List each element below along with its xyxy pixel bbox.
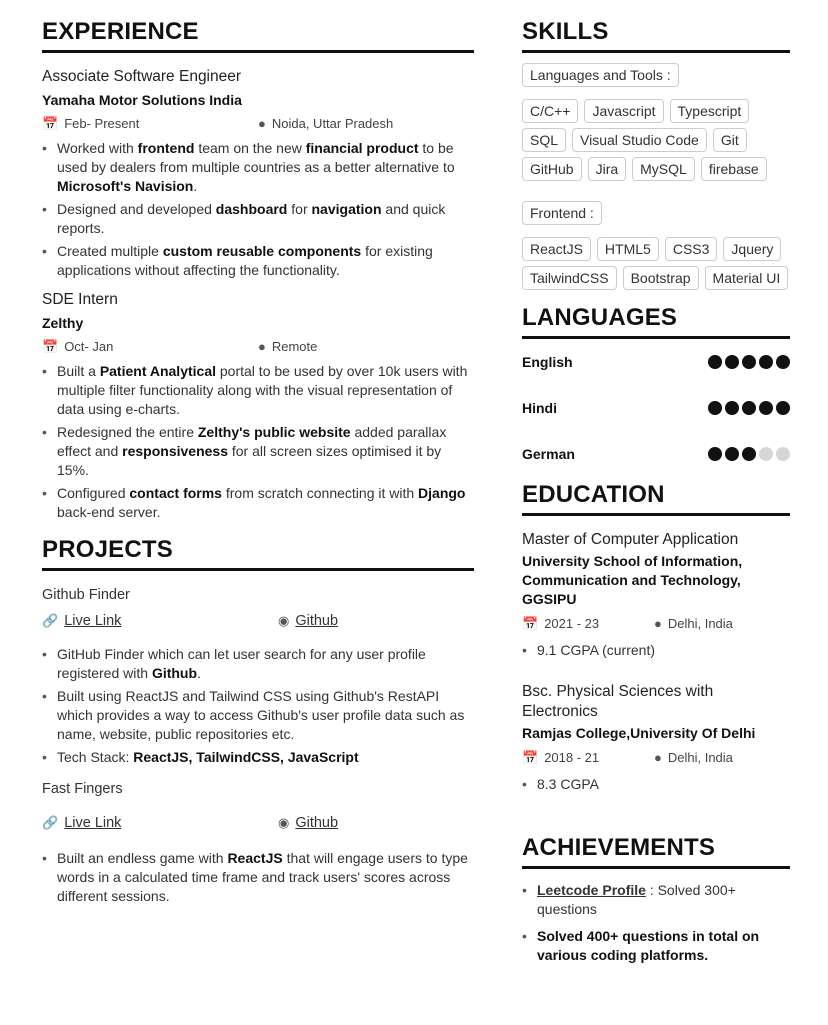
proficiency-dot-filled: [742, 401, 756, 415]
skill-tag: Typescript: [670, 99, 750, 123]
project-name: Github Finder: [42, 587, 130, 603]
skill-tag: ReactJS: [522, 237, 591, 261]
location-pin-icon: ●: [258, 339, 266, 354]
list-item: • Designed and developed dashboard for navigation and quick reports.: [42, 200, 474, 238]
education-entry: [522, 682, 790, 794]
job-company: Yamaha Motor Solutions India: [42, 92, 242, 108]
language-name: Hindi: [522, 400, 557, 416]
proficiency-dots: [708, 447, 790, 461]
proficiency-dots: [708, 355, 790, 369]
language-name: English: [522, 354, 573, 370]
skill-tag: SQL: [522, 128, 566, 152]
education-heading: EDUCATION: [522, 481, 790, 516]
github-link[interactable]: Github: [295, 815, 339, 831]
proficiency-dot-empty: [776, 447, 790, 461]
live-link[interactable]: Live Link: [64, 815, 122, 831]
skill-tag: Visual Studio Code: [572, 128, 707, 152]
job-role: SDE Intern: [42, 291, 118, 308]
experience-heading: EXPERIENCE: [42, 18, 474, 53]
language-row: [522, 431, 790, 477]
calendar-icon: 📅: [522, 750, 539, 765]
education-location: Delhi, India: [667, 750, 733, 765]
live-link[interactable]: Live Link: [64, 613, 122, 629]
skill-group: [522, 53, 790, 181]
github-icon: ◉: [278, 613, 290, 628]
link-icon: 🔗: [42, 815, 59, 830]
job-location: Remote: [271, 339, 318, 354]
right-column: [522, 18, 790, 969]
job-bullets: [42, 139, 474, 280]
list-item: • Configured contact forms from scratch connecting it with Django back-end server.: [42, 484, 474, 522]
education-entry: [522, 530, 790, 660]
list-item: • Solved 400+ questions in total on various coding platforms.: [522, 927, 790, 965]
calendar-icon: 📅: [42, 339, 59, 354]
job-company: Zelthy: [42, 315, 84, 331]
proficiency-dot-filled: [759, 401, 773, 415]
proficiency-dot-filled: [776, 355, 790, 369]
language-list: [522, 339, 790, 477]
project-bullets: [42, 645, 474, 767]
list-item: • Built a Patient Analytical portal to be used by over 10k users with multiple filter functionality along with the visual representation of data using e-charts.: [42, 362, 474, 419]
skill-tag: HTML5: [597, 237, 659, 261]
skill-tag: TailwindCSS: [522, 266, 617, 290]
proficiency-dot-filled: [742, 355, 756, 369]
location-pin-icon: ●: [654, 750, 662, 765]
project-entry: [42, 585, 474, 767]
skill-tag: CSS3: [665, 237, 718, 261]
skills-heading: SKILLS: [522, 18, 790, 53]
job-date: Oct- Jan: [64, 339, 114, 354]
achievements-heading: ACHIEVEMENTS: [522, 834, 790, 869]
skill-group: [522, 191, 790, 290]
project-bullets: [42, 849, 474, 906]
education-bullets: [522, 775, 790, 794]
project-name: Fast Fingers: [42, 781, 123, 797]
location-pin-icon: ●: [654, 616, 662, 631]
skill-tag: Bootstrap: [623, 266, 699, 290]
proficiency-dot-empty: [759, 447, 773, 461]
job-entry: [42, 67, 474, 280]
education-years: 2018 - 21: [544, 750, 600, 765]
github-link[interactable]: Github: [295, 613, 339, 629]
language-name: German: [522, 446, 575, 462]
education-school: University School of Information, Communication and Technology, GGSIPU: [522, 553, 743, 607]
list-item: • Worked with frontend team on the new financial product to be used by dealers from multiple countries as a better alternative to Microsoft's Navision.: [42, 139, 474, 196]
job-meta: [42, 338, 474, 356]
list-item: • Built an endless game with ReactJS that will engage users to type words in a calculated time frame and track users' scores across different sessions.: [42, 849, 474, 906]
job-bullets: [42, 362, 474, 522]
skill-tag: firebase: [701, 157, 767, 181]
left-column: [42, 18, 474, 910]
list-item: • 8.3 CGPA: [522, 775, 790, 794]
skill-tags: [522, 237, 790, 290]
skill-tag: Javascript: [584, 99, 663, 123]
proficiency-dot-filled: [708, 447, 722, 461]
skill-tag: Material UI: [705, 266, 789, 290]
language-row: [522, 385, 790, 431]
project-entry: [42, 779, 474, 906]
skill-tag: Jquery: [723, 237, 781, 261]
proficiency-dot-filled: [708, 401, 722, 415]
job-location: Noida, Uttar Pradesh: [271, 116, 394, 131]
skill-group-label: Languages and Tools :: [522, 63, 679, 87]
education-degree: Bsc. Physical Sciences with Electronics: [522, 683, 714, 720]
education-bullets: [522, 641, 790, 660]
skill-tag: Git: [713, 128, 747, 152]
proficiency-dot-filled: [742, 447, 756, 461]
proficiency-dot-filled: [725, 401, 739, 415]
job-meta: [42, 115, 474, 133]
skill-tags: [522, 99, 790, 181]
education-years: 2021 - 23: [544, 616, 600, 631]
skill-tag: GitHub: [522, 157, 582, 181]
link-icon: 🔗: [42, 613, 59, 628]
project-links: [42, 611, 474, 631]
list-item: • Built using ReactJS and Tailwind CSS using Github's RestAPI which provides a way to access Github's user profile data such as name, website, public repositories etc.: [42, 687, 474, 744]
job-entry: [42, 290, 474, 522]
location-pin-icon: ●: [258, 116, 266, 131]
proficiency-dot-filled: [725, 447, 739, 461]
proficiency-dot-filled: [725, 355, 739, 369]
skill-group-label: Frontend :: [522, 201, 602, 225]
job-role: Associate Software Engineer: [42, 68, 242, 85]
calendar-icon: 📅: [42, 116, 59, 131]
skill-tag: MySQL: [632, 157, 695, 181]
list-item: • GitHub Finder which can let user search for any user profile registered with Github.: [42, 645, 474, 683]
job-date: Feb- Present: [64, 116, 140, 131]
skill-tag: Jira: [588, 157, 627, 181]
education-meta: [522, 615, 790, 633]
projects-heading: PROJECTS: [42, 536, 474, 571]
achievements-list: [522, 881, 790, 965]
proficiency-dot-filled: [776, 401, 790, 415]
languages-heading: LANGUAGES: [522, 304, 790, 339]
list-item: • Redesigned the entire Zelthy's public website added parallax effect and responsiveness for all screen sizes optimised it by 15%.: [42, 423, 474, 480]
proficiency-dot-filled: [759, 355, 773, 369]
list-item: • Leetcode Profile : Solved 300+ questions: [522, 881, 790, 919]
education-school: Ramjas College,University Of Delhi: [522, 725, 756, 741]
education-location: Delhi, India: [667, 616, 733, 631]
list-item: • 9.1 CGPA (current): [522, 641, 790, 660]
proficiency-dot-filled: [708, 355, 722, 369]
list-item: • Tech Stack: ReactJS, TailwindCSS, JavaScript: [42, 748, 474, 767]
calendar-icon: 📅: [522, 616, 539, 631]
leetcode-link[interactable]: Leetcode Profile: [537, 882, 646, 898]
skill-tag: C/C++: [522, 99, 578, 123]
github-icon: ◉: [278, 815, 290, 830]
education-meta: [522, 749, 790, 767]
project-links: [42, 813, 474, 833]
language-row: [522, 339, 790, 385]
education-degree: Master of Computer Application: [522, 531, 739, 548]
proficiency-dots: [708, 401, 790, 415]
list-item: • Created multiple custom reusable components for existing applications without affecting the functionality.: [42, 242, 474, 280]
